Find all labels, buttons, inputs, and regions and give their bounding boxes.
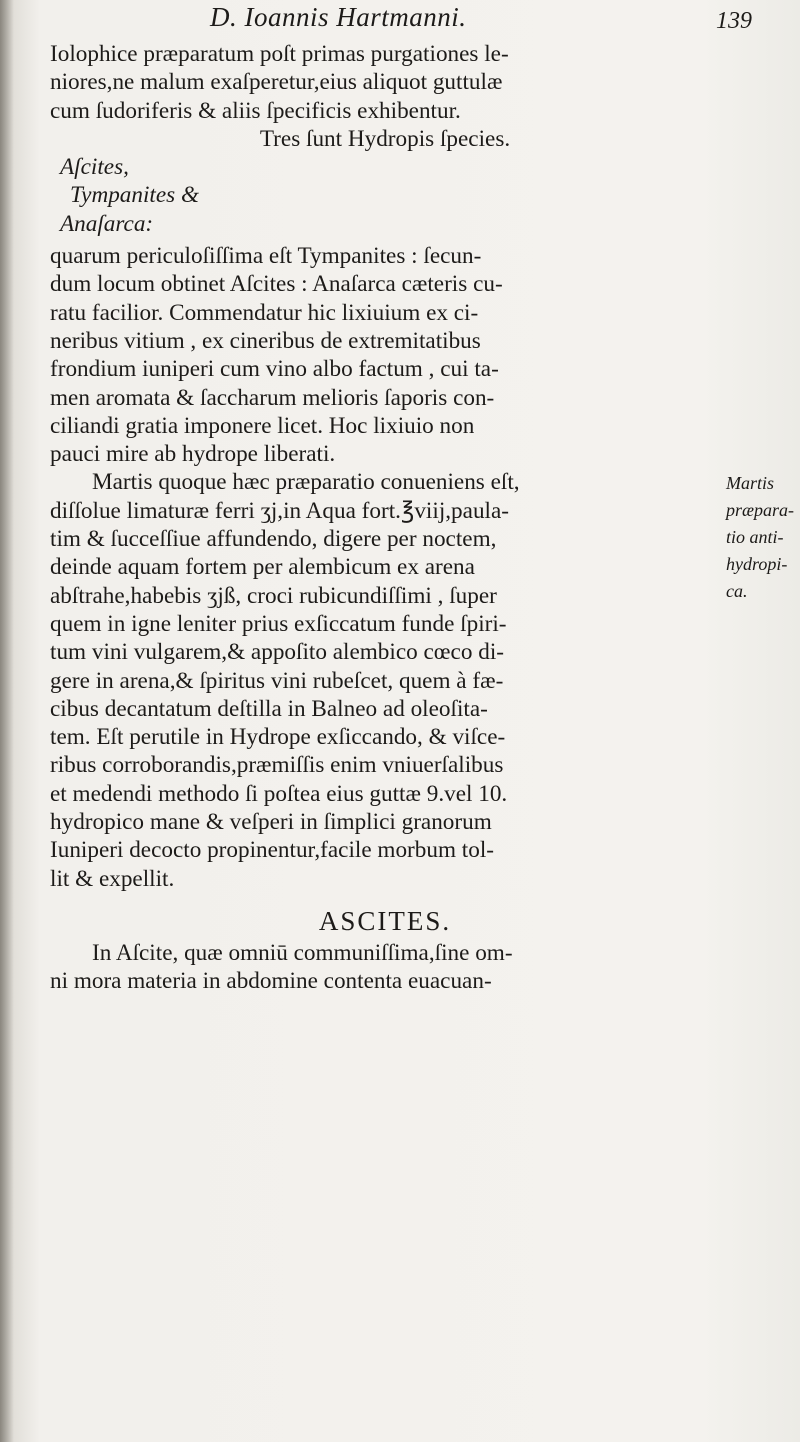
text-line: lit & expellit. — [50, 865, 175, 892]
text-line: dum locum obtinet Aſcites : Anaſarca cæteris cu- — [50, 271, 503, 298]
text-line: ciliandi gratia imponere licet. Hoc lixiuio non — [50, 412, 475, 439]
text-line: Martis quoque hæc præparatio conueniens eſt, — [92, 469, 520, 496]
text-line: neribus vitium , ex cineribus de extremitatibus — [50, 327, 481, 354]
text-line: frondium iuniperi cum vino albo factum , cui ta- — [50, 356, 499, 383]
text-line: ribus corroborandis,præmiſſis enim vniuerſalibus — [50, 752, 504, 779]
running-head: D. Ioannis Hartmanni. — [210, 2, 467, 32]
section-heading: ASCITES. — [318, 905, 452, 936]
margin-note-line: hydropi- — [726, 554, 788, 574]
text-line: gere in arena,& ſpiritus vini rubeſcet, quem à fæ- — [50, 667, 504, 694]
text-line: tum vini vulgarem,& appoſito alembico cœco di- — [50, 639, 504, 666]
text-line: quarum periculoſiſſima eſt Tympanites : ſecun- — [50, 243, 482, 270]
text-line: diſſolue limaturæ ferri ʒj,in Aqua fort.℥viij,paula- — [50, 497, 509, 524]
text-line: tim & ſucceſſiue affundendo, digere per noctem, — [50, 526, 497, 553]
text-line: men aromata & ſaccharum melioris ſaporis con- — [50, 384, 495, 411]
text-line: cibus decantatum deſtilla in Balneo ad oleoſita- — [50, 695, 488, 722]
margin-note-line: Martis — [726, 473, 775, 493]
text-line: abſtrahe,habebis ʒjß, croci rubicundiſſimi , ſuper — [50, 582, 497, 609]
text-line: et medendi methodo ſi poſtea eius guttæ 9.vel 10. — [50, 780, 508, 807]
text-line: Iuniperi decocto propinentur,facile morbum tol- — [50, 837, 494, 864]
species-ascites: Aſcites, — [60, 154, 129, 181]
text-line: tem. Eſt perutile in Hydrope exſiccando, & viſce- — [50, 724, 506, 751]
page-header — [210, 0, 770, 38]
margin-note-line: præpara- — [726, 500, 795, 520]
text-line: Tres ſunt Hydropis ſpecies. — [259, 125, 511, 152]
species-anasarca: Anaſarca: — [60, 210, 154, 237]
text-line: In Aſcite, quæ omniū communiſſima,ſine om- — [92, 939, 513, 966]
margin-note — [726, 470, 800, 605]
text-line: deinde aquam fortem per alembicum ex arena — [50, 554, 475, 581]
text-line: ratu facilior. Commendatur hic lixiuium ex ci- — [50, 299, 479, 326]
text-line: cum ſudoriferis & aliis ſpecificis exhibentur. — [50, 97, 461, 124]
text-line: niores,ne malum exaſperetur,eius aliquot guttulæ — [50, 69, 503, 96]
text-line: ni mora materia in abdomine contenta euacuan- — [50, 968, 492, 995]
text-line: pauci mire ab hydrope liberati. — [50, 441, 336, 468]
species-tympanites: Tympanites & — [70, 182, 200, 209]
binding-shadow — [0, 0, 14, 1442]
margin-note-line: tio anti- — [726, 527, 784, 547]
text-line: hydropico mane & veſperi in ſimplici granorum — [50, 809, 492, 836]
text-line: Iolophice præparatum poſt primas purgationes le- — [50, 41, 509, 67]
margin-note-line: ca. — [726, 581, 748, 601]
text-line: quem in igne leniter prius exſiccatum funde ſpiri- — [50, 610, 507, 637]
page-number: 139 — [716, 8, 752, 34]
body-text — [50, 40, 720, 996]
